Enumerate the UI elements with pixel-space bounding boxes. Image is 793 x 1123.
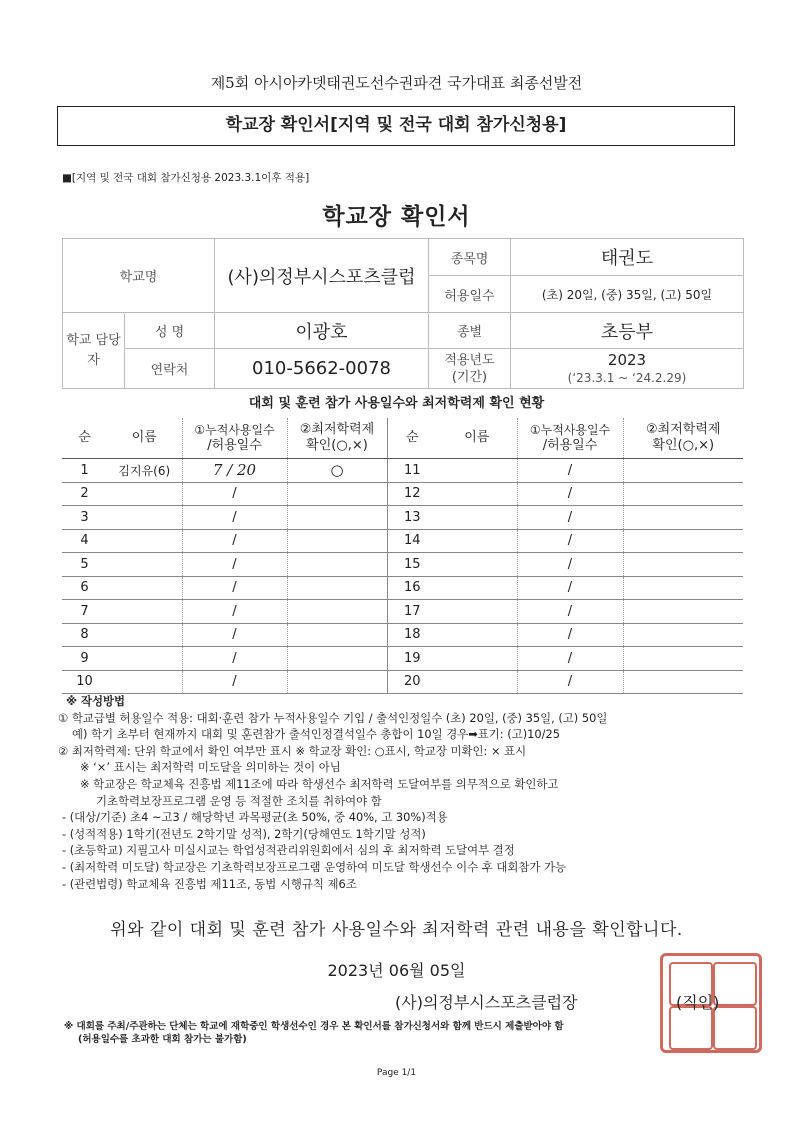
note-line: 기초학력보장프로그램 운영 등 적절한 조치를 취하여야 함 [96, 793, 382, 808]
row-no: 6 [62, 576, 107, 600]
signer-name: (사)의정부시스포츠클럽장 [395, 993, 578, 1012]
row-days: / [517, 576, 623, 600]
row-check [287, 576, 387, 600]
table-row [62, 647, 743, 671]
row-name [107, 647, 182, 671]
note-line: - (성적적용) 1학기(전년도 2학기말 성적), 2학기(당해연도 1학기말 성적) [62, 826, 426, 841]
row-days: / [517, 553, 623, 577]
row-no: 17 [387, 600, 437, 624]
footer-note [64, 1020, 564, 1046]
contact-label: 연락처 [125, 349, 215, 389]
col-check-left-l2: 확인(○,×) [306, 438, 368, 453]
manager-name-value: 이광호 [215, 313, 429, 349]
col-check-right-l2: 확인(○,×) [652, 438, 715, 453]
row-check [623, 576, 743, 600]
row-no: 14 [387, 529, 437, 553]
year-period: (‘23.3.1 ~ ‘24.2.29) [567, 370, 687, 385]
row-no: 18 [387, 623, 437, 647]
row-no: 15 [387, 553, 437, 577]
row-name [107, 600, 182, 624]
row-no: 19 [387, 647, 437, 671]
row-name [107, 576, 182, 600]
seal-glyph-block [713, 1006, 757, 1050]
note-line: - (대상/기준) 초4 ~고3 / 해당학년 과목평균(초 50%, 중 40%, 고 30%)적용 [62, 810, 448, 825]
division-label: 종별 [429, 313, 511, 349]
allowed-days-label: 허용일수 [429, 276, 511, 313]
row-no: 13 [387, 506, 437, 530]
row-days: 7 / 20 [182, 459, 287, 483]
col-days-left-l2: /허용일수 [207, 438, 262, 453]
col-days-left-l1: ①누적사용일수 [194, 423, 275, 437]
row-check [623, 482, 743, 506]
row-no: 3 [62, 506, 107, 530]
writing-instructions [58, 693, 748, 892]
usage-table [62, 418, 743, 694]
applicability-note: ■[지역 및 전국 대회 참가신청용 2023.3.1이후 적용] [62, 172, 310, 184]
row-days: / [517, 529, 623, 553]
note-line: ※ 학교장은 학교체육 진흥법 제11조에 따라 학생선수 최저학력 도달여부를 의무적으로 확인하고 [80, 776, 559, 791]
row-check [287, 506, 387, 530]
note-line: - (관련법령) 학교체육 진흥법 제11조, 동법 시행규칙 제6조 [62, 876, 357, 891]
row-name [437, 576, 517, 600]
row-days: / [182, 647, 287, 671]
row-name [437, 670, 517, 694]
year-label [429, 349, 511, 389]
confirmation-statement: 위와 같이 대회 및 훈련 참가 사용일수와 최저학력 관련 내용을 확인합니다. [110, 920, 683, 940]
row-name [107, 506, 182, 530]
row-no: 12 [387, 482, 437, 506]
row-name [437, 600, 517, 624]
row-check [287, 600, 387, 624]
document-heading-box: 학교장 확인서[지역 및 전국 대회 참가신청용] [57, 106, 735, 146]
table-row [62, 623, 743, 647]
year-value: 2023 [607, 350, 647, 369]
col-days-right [517, 418, 623, 459]
row-check [623, 670, 743, 694]
top-title: 제5회 아시아카뎃태권도선수권파견 국가대표 최종선발전 [210, 74, 583, 92]
usage-section-title: 대회 및 훈련 참가 사용일수와 최저학력제 확인 현황 [248, 396, 545, 411]
row-days: / [517, 459, 623, 483]
col-check-left-l1: ②최저학력제 [299, 422, 375, 437]
table-row [62, 459, 743, 483]
row-name [107, 482, 182, 506]
row-days: / [517, 670, 623, 694]
row-check [623, 647, 743, 671]
table-row [62, 600, 743, 624]
row-name [437, 553, 517, 577]
row-days: / [517, 506, 623, 530]
col-name-right: 이름 [437, 418, 517, 459]
note-line: 예) 학기 초부터 현재까지 대회 및 훈련참가 출석인정결석일수 총합이 10일 경우➡표기: (고)10/25 [72, 727, 560, 742]
col-no-right: 순 [387, 418, 437, 459]
col-days-right-l1: ①누적사용일수 [529, 423, 611, 437]
row-days: / [182, 670, 287, 694]
table-row [62, 553, 743, 577]
row-name [437, 482, 517, 506]
seal-glyph-block [713, 962, 757, 1006]
row-no: 4 [62, 529, 107, 553]
row-check [287, 482, 387, 506]
col-days-left [182, 418, 287, 459]
col-check-left [287, 418, 387, 459]
row-name [107, 623, 182, 647]
row-days: / [182, 553, 287, 577]
row-days: / [517, 647, 623, 671]
manager-name-label: 성 명 [125, 313, 215, 349]
table-row [62, 670, 743, 694]
table-row [62, 506, 743, 530]
row-name [107, 553, 182, 577]
col-no-left: 순 [62, 418, 107, 459]
row-days: / [517, 623, 623, 647]
page-number: Page 1/1 [376, 1068, 417, 1078]
note-line: - (초등학교) 지필고사 미실시교는 학업성적관리위원회에서 심의 후 최저학력 도달여부 결정 [62, 843, 515, 858]
row-name [437, 623, 517, 647]
row-no: 2 [62, 482, 107, 506]
row-days: / [182, 506, 287, 530]
row-check [287, 647, 387, 671]
row-name [437, 647, 517, 671]
row-name [107, 529, 182, 553]
note-line: ② 최저학력제: 단위 학교에서 확인 여부만 표시 ※ 학교장 확인: ○표시, 학교장 미확인: × 표시 [58, 743, 527, 758]
col-check-right [623, 418, 743, 459]
row-days: / [182, 529, 287, 553]
row-no: 11 [387, 459, 437, 483]
year-cell [511, 349, 744, 389]
school-info-table [62, 238, 744, 389]
row-no: 8 [62, 623, 107, 647]
row-check [287, 529, 387, 553]
row-check [623, 553, 743, 577]
row-no: 16 [387, 576, 437, 600]
table-row [62, 529, 743, 553]
note-line: ※ ‘×’ 표시는 최저학력 미도달을 의미하는 것이 아님 [80, 760, 341, 775]
row-no: 5 [62, 553, 107, 577]
row-no: 10 [62, 670, 107, 694]
note-line: - (최저학력 미도달) 학교장은 기초학력보장프로그램 운영하여 미도달 학생선수 이수 후 대회참가 가능 [62, 859, 566, 874]
allowed-days-value: (초) 20일, (중) 35일, (고) 50일 [511, 276, 744, 313]
row-check [623, 623, 743, 647]
row-name [107, 670, 182, 694]
row-days: / [182, 482, 287, 506]
division-value: 초등부 [511, 313, 744, 349]
event-label: 종목명 [429, 239, 511, 276]
row-no: 1 [62, 459, 107, 483]
col-name-left: 이름 [107, 418, 182, 459]
manager-label: 학교 담당자 [63, 313, 125, 389]
table-row [62, 482, 743, 506]
row-name [437, 529, 517, 553]
footer-note-line1: ※ 대회를 주최/주관하는 단체는 학교에 재학중인 학생선수인 경우 본 확인서를 참가신청서와 함께 반드시 제출받아야 함 [64, 1021, 564, 1032]
row-days: / [182, 576, 287, 600]
issue-date: 2023년 06월 05일 [327, 961, 466, 980]
row-check [623, 600, 743, 624]
row-days: / [182, 600, 287, 624]
year-label-line1: 적용년도 [444, 352, 495, 368]
row-check [287, 623, 387, 647]
contact-value: 010-5662-0078 [215, 349, 429, 389]
row-no: 9 [62, 647, 107, 671]
note-line: ① 학교급별 허용일수 적용: 대회·훈련 참가 누적사용일수 기입 / 출석인정일수 (초) 20일, (중) 35일, (고) 50일 [58, 710, 608, 725]
row-name [437, 506, 517, 530]
year-label-line2: (기간) [451, 369, 488, 385]
col-check-right-l1: ②최저학력제 [646, 422, 721, 437]
seal-label: (직인) [676, 993, 720, 1012]
table-row [62, 576, 743, 600]
row-check [623, 506, 743, 530]
row-name [437, 459, 517, 483]
row-check [287, 670, 387, 694]
row-days: / [517, 600, 623, 624]
row-check [623, 459, 743, 483]
col-days-right-l2: /허용일수 [542, 438, 598, 453]
school-name-label: 학교명 [63, 239, 215, 313]
row-no: 20 [387, 670, 437, 694]
row-days: / [517, 482, 623, 506]
row-check [287, 553, 387, 577]
row-name: 김지유(6) [107, 459, 182, 483]
row-check: ○ [287, 459, 387, 483]
school-name-value: (사)의정부시스포츠클럽 [215, 239, 429, 313]
row-check [623, 529, 743, 553]
notes-heading: ※ 작성방법 [66, 694, 126, 708]
doc-title: 학교장 확인서 [322, 204, 471, 230]
row-days: / [182, 623, 287, 647]
footer-note-line2: (허용일수를 초과한 대회 참가는 불가함) [78, 1034, 247, 1045]
row-no: 7 [62, 600, 107, 624]
event-value: 태권도 [511, 239, 744, 276]
